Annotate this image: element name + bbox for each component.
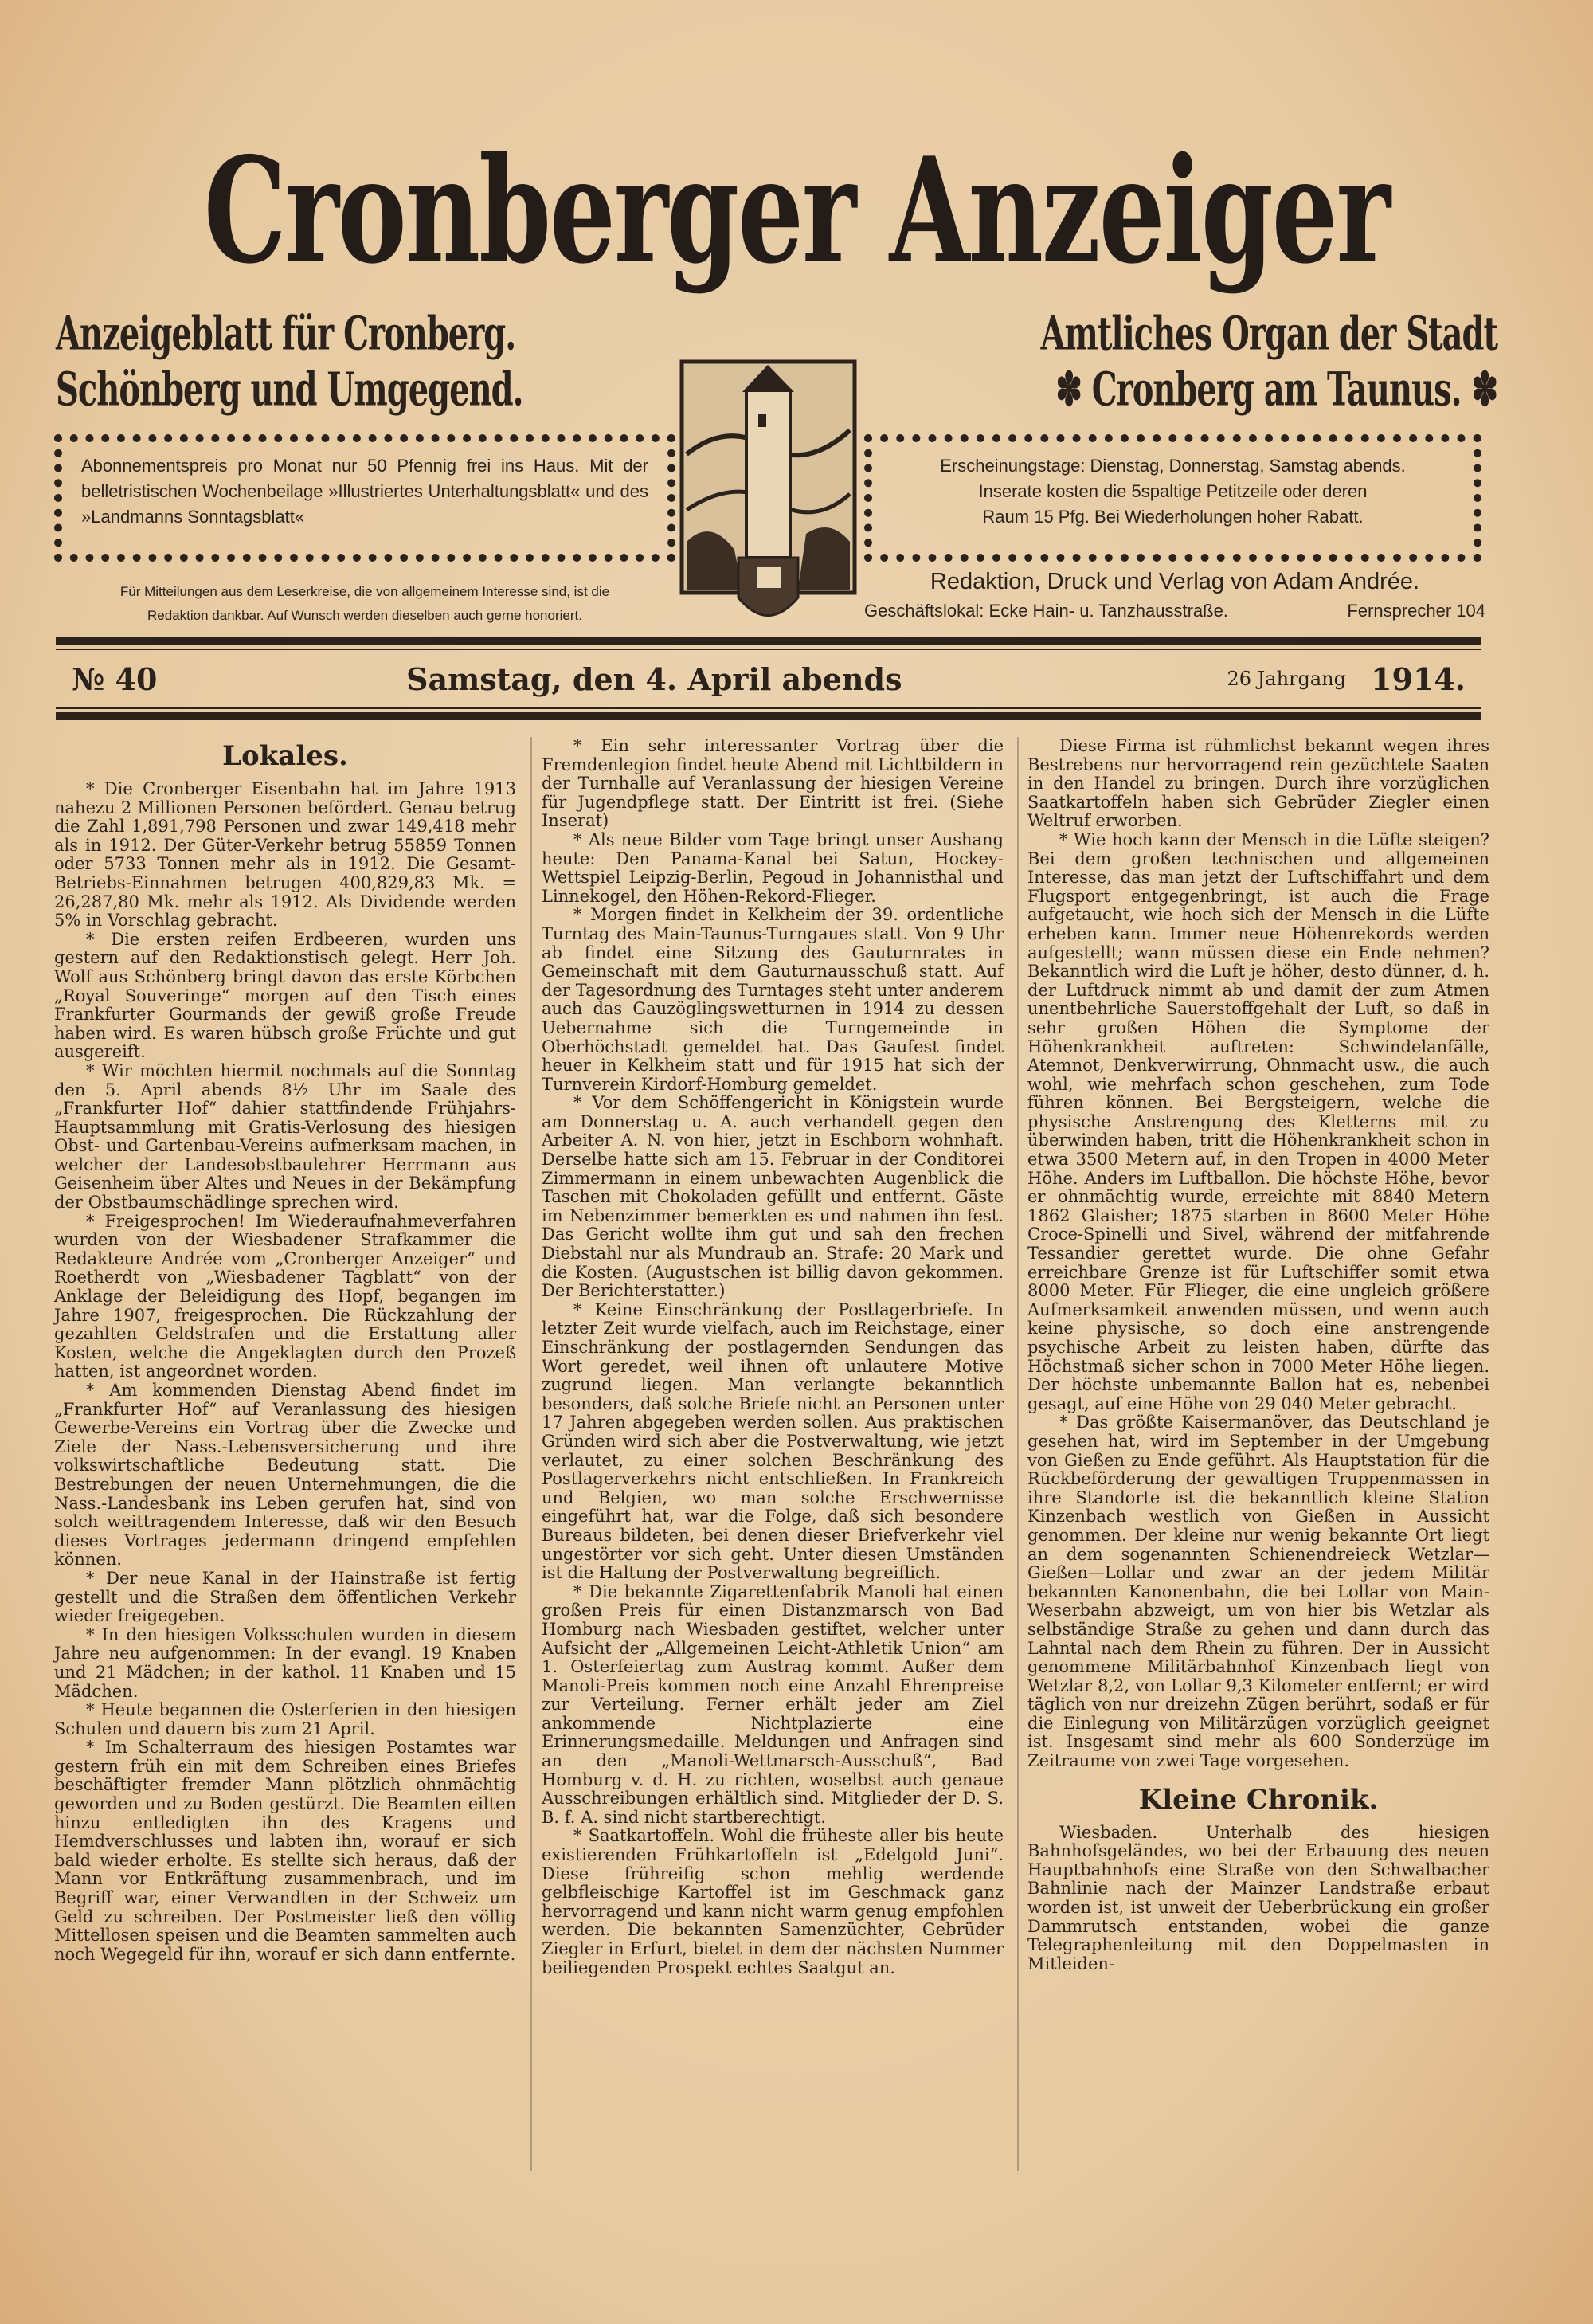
article-paragraph: * Morgen findet in Kelkheim der 39. ordentliche Turntag des Main-Taunus-Turngaues statt. Von 9 Uhr ab findet eine Sitzung des Gauturnrates in Gemeinschaft mit dem Gauturnausschuß statt. Auf der Tagesordnung des Turntages steht unter anderem auch das Gauzöglingswetturnen in 1914 zu dessen Uebernahme sich die Turngemeinde in Oberhöchstadt gemeldet hat. Das Gaufest findet heuer in Kelkheim statt und für 1915 hat sich der Turnverein Kirdorf-Homburg gemeldet. xyxy=(542,905,1004,1094)
article-paragraph: * Die bekannte Zigarettenfabrik Manoli hat einen großen Preis für einen Distanzmarsch von Bad Homburg nach Wiesbaden gestiftet, welcher unter Aufsicht der „Allgemeinen Leicht-Athletik Union“ am 1. Osterfeiertag zum Austrag kommt. Außer dem Manoli-Preis kommen noch eine Anzahl Ehrenpreise zur Verteilung. Ferner erhält jeder am Ziel ankommende Nichtplazierte eine Erinnerungsmedaille. Meldungen und Anfragen sind an den „Manoli-Wettmarsch-Ausschuß“, Bad Homburg v. d. H. zu richten, woselbst auch genaue Ausschreibungen erhältlich sind. Mitglieder der D. S. B. f. A. sind nicht startberechtigt. xyxy=(542,1581,1004,1827)
column-1 xyxy=(54,737,516,1964)
rule-top xyxy=(56,637,1481,645)
section-heading-lokales: Lokales. xyxy=(222,740,348,772)
column-2 xyxy=(542,737,1004,1977)
subtitle-right-line: ✽ Cronberg am Taunus. ✽ xyxy=(1055,362,1497,417)
issue-number: № 40 xyxy=(72,660,158,697)
rule-top-thin xyxy=(56,649,1481,650)
column-divider xyxy=(1017,737,1019,2171)
note-line: Für Mitteilungen aus dem Leserkreise, die von allgemeinem Interesse sind, ist die xyxy=(119,584,610,599)
article-paragraph: * Freigesprochen! Im Wiederaufnahmeverfahren wurden von der Wiesbadener Strafkammer die Redakteure Andrée vom „Cronberger Anzeiger“ und Roetherdt von „Wiesbadener Tagblatt“ von der Anklage der Beleidigung des Hopf, begangen im Jahre 1907, freigesprochen. Die Rückzahlung der gezahlten Geldstrafen und die Erstattung aller Kosten, welche die Angeklagten durch den Prozeß hatten, ist angeordnet worden. xyxy=(54,1211,516,1381)
subtitle-left-line: Anzeigeblatt für Cronberg. xyxy=(56,307,516,362)
article-paragraph: * Wir möchten hiermit nochmals auf die Sonntag den 5. April abends 8½ Uhr im Saale des „Frankfurter Hof“ dahier stattfindende Frühjahrs-Hauptsammlung mit Gratis-Verlosung des hiesigen Obst- und Gartenbau-Vereins aufmerksam machen, in welcher der Landesobstbaulehrer Herrmann aus Geisenheim über Altes und Neues in der Bekämpfung der Obstbaumschädlinge sprechen wird. xyxy=(54,1060,516,1213)
info-line: Raum 15 Pfg. Bei Wiederholungen hoher Rabatt. xyxy=(982,507,1364,527)
column-divider xyxy=(530,737,532,2171)
year: 1914. xyxy=(1371,660,1466,697)
article-paragraph: * Vor dem Schöffengericht in Königstein wurde am Donnerstag u. A. auch verhandelt gegen den Arbeiter A. N. von hier, jetzt in Eschborn wohnhaft. Derselbe hatte sich am 15. Februar in der Conditorei Zimmermann in einem unbewachten Augenblick die Taschen mit Chokoladen gefüllt und entfernt. Gäste im Nebenzimmer bemerkten es und nahmen ihn fest. Das Gericht wollte ihm gut und sah den frechen Diebstahl nur als Mundraub an. Strafe: 20 Mark und die Kosten. (Augustschen ist billig davon gekommen. Der Berichterstatter.) xyxy=(542,1093,1004,1301)
article-paragraph: Wiesbaden. Unterhalb des hiesigen Bahnhofsgeländes, wo bei der Erbauung des neuen Hauptbahnhofs eine Straße von den Schwalbacher Bahnlinie nach der Mainzer Landstraße erbaut worden ist, ist unweit der Ueberbrückung ein großer Dammrutsch entstanden, wobei die ganze Telegraphenleitung mit den Doppelmasten in Mitleiden- xyxy=(1027,1822,1489,1973)
imprint xyxy=(864,564,1485,623)
masthead-title: Cronberger Anzeiger xyxy=(203,125,1390,296)
article-paragraph: * Die Cronberger Eisenbahn hat im Jahre 1913 nahezu 2 Millionen Personen befördert. Genau betrug die Zahl 1,891,798 Personen und zwar 149,418 mehr als in 1912. Der Güter-Verkehr betrug 55859 Tonnen oder 5733 Tonnen mehr als in 1912. Die Gesamt-Betriebs-Einnahmen betrugen 400,829,83 Mk. = 26,287,80 Mk. mehr als 1912. Als Dividende werden 5% in Vorschlag gebracht. xyxy=(54,779,516,931)
article-paragraph: * Im Schalterraum des hiesigen Postamtes war gestern früh ein mit dem Schreiben eines Briefes beschäftigter fremder Mann plötzlich ohnmächtig geworden und zu Boden gestürzt. Die Beamten eilten hinzu entledigten ihn des Kragens und Hemdverschlusses und labten ihn, worauf er sich bald wieder erholte. Es stellte sich heraus, daß der Mann vor Entkräftung zusammenbrach, und im Begriff war, einer Verwandten in der Schweiz um Geld zu schreiben. Der Postmeister ließ den völlig Mittellosen speisen und die Beamten sammelten auch noch Wegegeld für ihn, worauf er sich dann entfernte. xyxy=(54,1738,516,1964)
section-heading-kleine-chronik: Kleine Chronik. xyxy=(1138,1783,1379,1816)
article-paragraph: * Keine Einschränkung der Postlagerbriefe. In letzter Zeit wurde vielfach, auch im Reichstage, einer Einschränkung der postlagernden Sendungen das Wort geredet, weil ihnen oft unlautere Motive zugrund liegen. Man verlangte bekanntlich besonders, daß solche Briefe nicht an Personen unter 17 Jahren abgegeben werden sollen. Aus praktischen Gründen wird sich aber die Postverwaltung, wie jetzt verlautet, zu einer solchen Beschränkung des Postlagerverkehrs nicht entschließen. In Frankreich und Belgien, wo man solche Erschwernisse eingeführt hat, war die Folge, daß sich besondere Bureaus bildeten, bei denen dieser Briefverkehr viel ungestörter vor sich geht. Unter diesen Umständen ist die Haltung der Postverwaltung begreiflich. xyxy=(542,1299,1004,1583)
article-paragraph: * Der neue Kanal in der Hainstraße ist fertig gestellt und die Straßen dem öffentlichen Verkehr wieder freigegeben. xyxy=(54,1568,516,1626)
town-tower-emblem xyxy=(679,359,858,637)
article-paragraph: * Wie hoch kann der Mensch in die Lüfte steigen? Bei dem großen technischen und allgemeinen Interesse, das man jetzt der Luftschiffahrt und dem Flugsport entgegenbringt, ist auch die Frage aufgetaucht, wie hoch sich der Mensch in die Lüfte erheben kann. Immer neue Höhenrekords werden aufgestellt; wann müssen diese ein Ende nehmen? Bekanntlich wird die Luft je höher, desto dünner, d. h. der Luftdruck nimmt ab und damit der zum Atmen unentbehrliche Sauerstoffgehalt der Luft, so daß in sehr großen Höhen die Symptome der Höhenkrankheit auftreten: Schwindelanfälle, Atemnot, Denkverwirrung, Ohnmacht usw., die auch wohl, wie mehrfach schon geschehen, zum Tode führen können. Bei Bergsteigern, welche die physische Anstrengung des Kletterns mit zu überwinden haben, tritt die Höhenkrankheit schon in etwa 3500 Metern auf, in den Tropen in 4000 Meter Höhe. Anders im Luftballon. Die höchste Höhe, bevor er ohnmächtig wurde, erreichte mit 8840 Metern 1862 Glaisher; 1875 starben in 8600 Meter Höhe Croce-Spinelli und Sivel, während der mitfahrende Tessandier gerettet wurde. Die ohne Gefahr erreichbare Grenze ist für Luftschiffer somit etwa 8000 Meter. Für Flieger, die eine ungleich größere Aufmerksamkeit anwenden müssen, und wenn auch keine physische, so doch eine anstrengende psychische Arbeit zu leisten haben, dürfte das Höchstmaß sicher schon in 7000 Meter Höhe liegen. Der höchste unbemannte Ballon hat es, nebenbei gesagt, auf eine Höhe von 29 040 Meter gebracht. xyxy=(1027,829,1489,1413)
column-3 xyxy=(1027,737,1489,1973)
issue-date: Samstag, den 4. April abends xyxy=(406,660,902,697)
phone-number: Fernsprecher 104 xyxy=(1347,601,1485,621)
article-paragraph: Diese Firma ist rühmlichst bekannt wegen ihres Bestrebens nur hervorragend rein gezüchtete Saaten in den Handel zu bringen. Durch ihre vorzüglichen Saatkartoffeln haben sich Gebrüder Ziegler einen Weltruf erworben. xyxy=(1027,736,1489,831)
note-line: Redaktion dankbar. Auf Wunsch werden dieselben auch gerne honoriert. xyxy=(147,608,582,623)
article-paragraph: * Saatkartoffeln. Wohl die früheste aller bis heute existierenden Frühkartoffeln ist „Edelgold Juni“. Diese frühreifig schon mehlig werdende gelbfleischige Kartoffel ist im Geschmack ganz hervorragend und kann nicht warm genug empfohlen werden. Die bekannten Samenzüchter, Gebrüder Ziegler in Erfurt, bietet in dem der nächsten Nummer beiliegenden Prospekt echtes Saatgut an. xyxy=(542,1826,1004,1977)
article-paragraph: * Die ersten reifen Erdbeeren, wurden uns gestern auf den Redaktionstisch gelegt. Herr Joh. Wolf aus Schönberg bringt davon das erste Körbchen „Royal Souveringe“ morgen auf den Tisch eines Frankfurter Gourmands der gewiß große Freude haben wird. Es waren hübsch große Früchte und gut ausgereift. xyxy=(54,929,516,1062)
reader-contributions-note xyxy=(54,580,675,628)
info-line: Inserate kosten die 5spaltige Petitzeile oder deren xyxy=(978,481,1368,501)
rule-bottom-thin xyxy=(56,707,1481,709)
article-paragraph: * Am kommenden Dienstag Abend findet im „Frankfurter Hof“ auf Veranlassung des hiesigen Gewerbe-Vereins ein Vortrag über die Zwecke und Ziele der Nass.-Lebensversicherung und ihre volkswirtschaftliche Bedeutung statt. Die Bestrebungen der neuen Unternehmungen, die die Nass.-Landesbank ins Leben gerufen hat, sind von solch weittragendem Interesse, daß wir den Besuch dieses Vortrages jedermann dringend empfehlen können. xyxy=(54,1381,516,1570)
article-paragraph: * Als neue Bilder vom Tage bringt unser Aushang heute: Den Panama-Kanal bei Satun, Hockey-Wettspiel Leipzig-Berlin, Pegoud in Johannisthal und Linnekogel, den Höhen-Rekord-Flieger. xyxy=(542,829,1004,906)
article-paragraph: * Heute begannen die Osterferien in den hiesigen Schulen und dauern bis zum 21 April. xyxy=(54,1700,516,1738)
publisher-line: Redaktion, Druck und Verlag von Adam Andrée. xyxy=(930,569,1420,594)
article-paragraph: * Ein sehr interessanter Vortrag über die Fremdenlegion findet heute Abend mit Lichtbildern in der Turnhalle auf Veranlassung der hiesigen Vereine für Jugendpflege statt. Der Eintritt ist frei. (Siehe Inserat) xyxy=(542,736,1004,831)
office-address: Geschäftslokal: Ecke Hain- u. Tanzhausstraße. xyxy=(864,601,1228,621)
subtitle-right-line: Amtliches Organ der Stadt xyxy=(1040,307,1497,362)
article-paragraph: * Das größte Kaisermanöver, das Deutschland je gesehen hat, wird im September in der Umgebung von Gießen zu Ende geführt. Als Hauptstation für die Rückbeförderung der gewaltigen Truppenmassen in ihre Standorte ist die bekanntlich kleine Station Kinzenbach westlich von Gießen in Aussicht genommen. Der kleine nur wenig bekannte Ort liegt an dem sogenannten Schienendreieck Wetzlar—Gießen—Lollar und zwar an der jedem Militär bekannten Kanonenbahn, die bei Lollar von Main-Weserbahn abzweigt, um von hier bis Wetzlar als selbständige Straße zu gehen und dann durch das Lahntal nach dem Rhein zu führen. Der in Aussicht genommene Militärbahnhof Kinzenbach liegt von Wetzlar 8,2, von Lollar 9,3 Kilometer entfernt; er wird täglich von nur dreizehn Zügen berührt, sodaß er für die Einlegung von Militärzügen vorzüglich geeignet ist. Insgesamt sind mehr als 600 Sonderzüge im Zeitraume von zwei Tage vorgesehen. xyxy=(1027,1413,1489,1771)
publication-info-box xyxy=(864,434,1481,562)
article-paragraph: * In den hiesigen Volksschulen wurden in diesem Jahre neu aufgenommen: In der evangl. 19 Knaben und 21 Mädchen; in der kathol. 11 Knaben und 15 Mädchen. xyxy=(54,1624,516,1701)
rule-bottom xyxy=(56,712,1481,720)
subtitle-left xyxy=(56,307,677,417)
volume: 26 Jahrgang xyxy=(1227,668,1346,690)
dateline xyxy=(56,655,1481,703)
subscription-box: Abonnementspreis pro Monat nur 50 Pfennig frei ins Haus. Mit der belletristischen Wochenbeilage »Illustriertes Unterhaltungsblatt« und des »Landmanns Sonntagsblatt« xyxy=(54,434,675,562)
info-line: Erscheinungstage: Dienstag, Donnerstag, Samstag abends. xyxy=(940,456,1406,476)
subtitle-left-line: Schönberg und Umgegend. xyxy=(56,362,523,417)
subtitle-right xyxy=(868,307,1497,417)
